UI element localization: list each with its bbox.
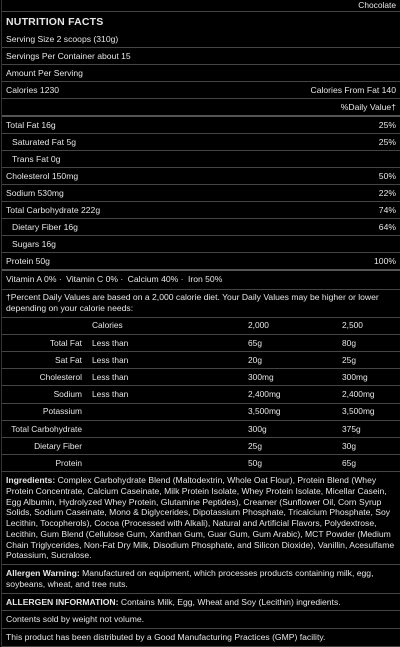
daily-value-header: %Daily Value† [340,101,396,112]
nutrient-row [2,117,400,134]
allergen-info-text: Contains Milk, Egg, Wheat and Soy (Lecithin) ingredients. [120,596,341,607]
nutrient-label: Sodium 530mg [6,187,64,198]
table-row [2,437,400,454]
nutrient-label: Protein 50g [6,255,50,266]
nutrient-dv: 25% [378,136,396,147]
table-cell: 3,500mg [338,403,400,420]
table-cell: 25g [242,437,338,454]
nutrient-dv: 64% [378,221,396,232]
table-cell: 2,400mg [338,386,400,403]
allergen-info-section [2,594,400,612]
vitamin-c: Vitamin C 0% · [66,274,124,285]
table-cell: Less than [86,369,242,386]
table-cell: Sodium [2,386,86,403]
table-cell [86,437,242,454]
daily-value-footnote: †Percent Daily Values are based on a 2,000 calorie diet. Your Daily Values may be higher or lower depending on your calorie needs: [2,290,400,317]
flavor-label: Chocolate [2,0,400,12]
nutrient-label: Cholesterol 150mg [6,170,79,181]
table-row [2,369,400,386]
allergen-warning-text: Manufactured on equipment, which processes products containing milk, egg, soybeans, wheat, and tree nuts. [6,568,374,589]
calories-from-fat: Calories From Fat 140 [310,84,396,95]
table-cell: Protein [2,455,86,472]
nutrient-dv: 74% [378,204,396,215]
table-cell: Total Fat [2,334,86,351]
table-row [2,455,400,472]
table-cell: Dietary Fiber [2,437,86,454]
table-cell [2,318,86,335]
nutrient-row [2,236,400,253]
daily-value-header-row [2,99,400,117]
nutrient-label: Total Carbohydrate 222g [6,204,101,215]
allergen-warning-section [2,565,400,593]
servings-per-container: Servings Per Container about 15 [6,50,131,61]
nutrient-row [2,134,400,151]
nutrient-row [2,151,400,168]
vitamins-row [2,271,400,290]
table-cell [86,455,242,472]
nutrient-label: Total Fat 16g [6,119,56,130]
table-cell: 2,400mg [242,386,338,403]
table-cell: 375g [338,420,400,437]
nutrient-row [2,168,400,185]
nutrient-label: Saturated Fat 5g [12,136,77,147]
table-row [2,403,400,420]
table-cell: 3,500mg [242,403,338,420]
table-cell: 2,500 [338,318,400,335]
table-row [2,420,400,437]
nutrient-label: Trans Fat 0g [12,153,61,164]
table-cell: 2,000 [242,318,338,335]
nutrient-label: Dietary Fiber 16g [12,221,78,232]
table-cell: 20g [242,351,338,368]
allergen-info-label: ALLERGEN INFORMATION: [6,596,119,607]
allergen-warning-label: Allergen Warning: [6,568,80,579]
nutrition-title: NUTRITION FACTS [6,16,104,28]
calories-row [2,82,400,99]
serving-size-row [2,31,400,48]
table-cell [86,403,242,420]
serving-size: Serving Size 2 scoops (310g) [6,33,119,44]
nutrient-label: Sugars 16g [12,238,56,249]
table-cell: 50g [242,455,338,472]
table-cell: 300g [242,420,338,437]
table-cell: 300mg [242,369,338,386]
iron: Iron 50% [187,274,223,285]
nutrient-dv: 50% [378,170,396,181]
table-row [2,334,400,351]
table-cell: 65g [338,455,400,472]
weight-note: Contents sold by weight not volume. [2,611,400,629]
amount-per-serving-row [2,65,400,82]
nutrition-panel [1,0,400,647]
table-cell [86,420,242,437]
nutrient-row [2,219,400,236]
table-cell: Less than [86,351,242,368]
calories: Calories 1230 [6,84,60,95]
table-cell: Total Carbohydrate [2,420,86,437]
nutrient-row [2,202,400,219]
nutrient-dv: 22% [378,187,396,198]
table-cell: 80g [338,334,400,351]
table-cell: Less than [86,386,242,403]
table-cell: Potassium [2,403,86,420]
table-cell: Calories [86,318,242,335]
ingredients-label: Ingredients: [6,475,56,486]
table-cell: 30g [338,437,400,454]
table-cell: 300mg [338,369,400,386]
calcium: Calcium 40% · [127,274,184,285]
nutrient-dv: 25% [378,119,396,130]
amount-per-serving: Amount Per Serving [6,67,83,78]
nutrient-row [2,185,400,202]
daily-value-reference-table [2,318,400,473]
nutrient-row [2,253,400,271]
servings-per-container-row [2,48,400,65]
distribution-note: This product has been distributed by a Good Manufacturing Practices (GMP) facility. [2,629,400,647]
table-cell: 65g [242,334,338,351]
table-row [2,351,400,368]
table-cell: 25g [338,351,400,368]
table-cell: Cholesterol [2,369,86,386]
table-row [2,318,400,335]
nutrient-dv: 100% [374,255,396,266]
ingredients-text: Complex Carbohydrate Blend (Maltodextrin, Whole Oat Flour), Protein Blend (Whey Protein Concentrate, Calcium Caseinate, Milk Protein Isolate, Whey Protein Isolate, Micellar Casein, Egg Albumin, Hydrolyzed Whey Protein, Glutamine Peptides), Creamer (Sunflower Oil, Corn Syrup Solids, Sodium Caseinate, Mono & Diglycerides, Dipotassium Phosphate, Tricalcium Phosphate, Soy Lecithin, Tocopherols), Cocoa (Processed with Alkali), Natural and Artificial Flavors, Polydextrose, Lecithin, Gum Blend (Cellulose Gum, Xanthan Gum, Guar Gum, Gum Arabic), MCT Powder (Medium Chain Triglycerides, Non-Fat Dry Milk, Disodium Phosphate, and Silicon Dioxide), Vanillin, Acesulfame Potassium, Sucralose. [6,475,395,561]
table-cell: Less than [86,334,242,351]
vitamin-a: Vitamin A 0% · [6,274,62,285]
table-row [2,386,400,403]
ingredients-section [2,472,400,565]
table-cell: Sat Fat [2,351,86,368]
